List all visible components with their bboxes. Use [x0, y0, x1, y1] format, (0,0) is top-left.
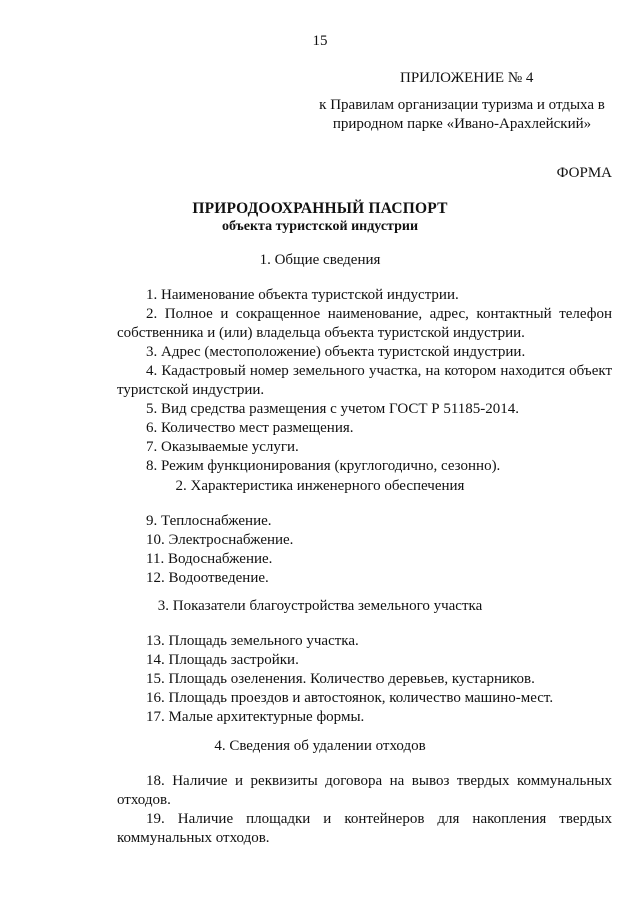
section-title-waste: 4. Сведения об удалении отходов [214, 738, 426, 754]
list-item: 15. Площадь озеленения. Количество деревьев, кустарников. [146, 671, 535, 687]
list-item: 8. Режим функционирования (круглогодично, сезонно). [146, 458, 501, 474]
list-item: 12. Водоотведение. [146, 570, 269, 586]
section-list-engineering [117, 512, 612, 588]
document-title: ПРИРОДООХРАННЫЙ ПАСПОРТ [192, 200, 448, 217]
section-title-landscaping: 3. Показатели благоустройства земельного участка [157, 598, 483, 614]
list-item: 14. Площадь застройки. [146, 652, 299, 668]
list-item: 9. Теплоснабжение. [146, 513, 272, 529]
document-subtitle: объекта туристской индустрии [221, 219, 419, 234]
section-list-general [117, 286, 612, 476]
list-item: 5. Вид средства размещения с учетом ГОСТ Р 51185-2014. [146, 401, 520, 417]
list-item: 16. Площадь проездов и автостоянок, количество машино-мест. [146, 690, 554, 706]
list-item: 10. Электроснабжение. [146, 532, 294, 548]
list-item: 19. Наличие площадки и контейнеров для накопления твердых коммунальных отходов. [117, 811, 612, 846]
list-item: 4. Кадастровый номер земельного участка, на котором находится объект туристской индустрии. [117, 363, 612, 398]
list-item: 1. Наименование объекта туристской индустрии. [146, 287, 459, 303]
appendix-title: ПРИЛОЖЕНИЕ № 4 [400, 70, 534, 86]
list-item: 3. Адрес (местоположение) объекта туристской индустрии. [146, 344, 526, 360]
list-item: 2. Полное и сокращенное наименование, адрес, контактный телефон собственника и (или) владельца объекта туристской индустрии. [117, 306, 612, 341]
page-number: 15 [312, 33, 328, 49]
section-title-engineering: 2. Характеристика инженерного обеспечения [175, 478, 465, 494]
section-list-landscaping [117, 632, 612, 727]
list-item: 7. Оказываемые услуги. [146, 439, 299, 455]
list-item: 6. Количество мест размещения. [146, 420, 354, 436]
form-label: ФОРМА [556, 165, 612, 181]
appendix-subtitle: к Правилам организации туризма и отдыха в природном парке «Ивано-Арахлейский» [319, 97, 605, 132]
section-title-general: 1. Общие сведения [259, 252, 381, 268]
list-item: 18. Наличие и реквизиты договора на вывоз твердых коммунальных отходов. [117, 773, 612, 808]
list-item: 17. Малые архитектурные формы. [146, 709, 365, 725]
list-item: 11. Водоснабжение. [146, 551, 273, 567]
section-list-waste [117, 772, 612, 848]
list-item: 13. Площадь земельного участка. [146, 633, 359, 649]
